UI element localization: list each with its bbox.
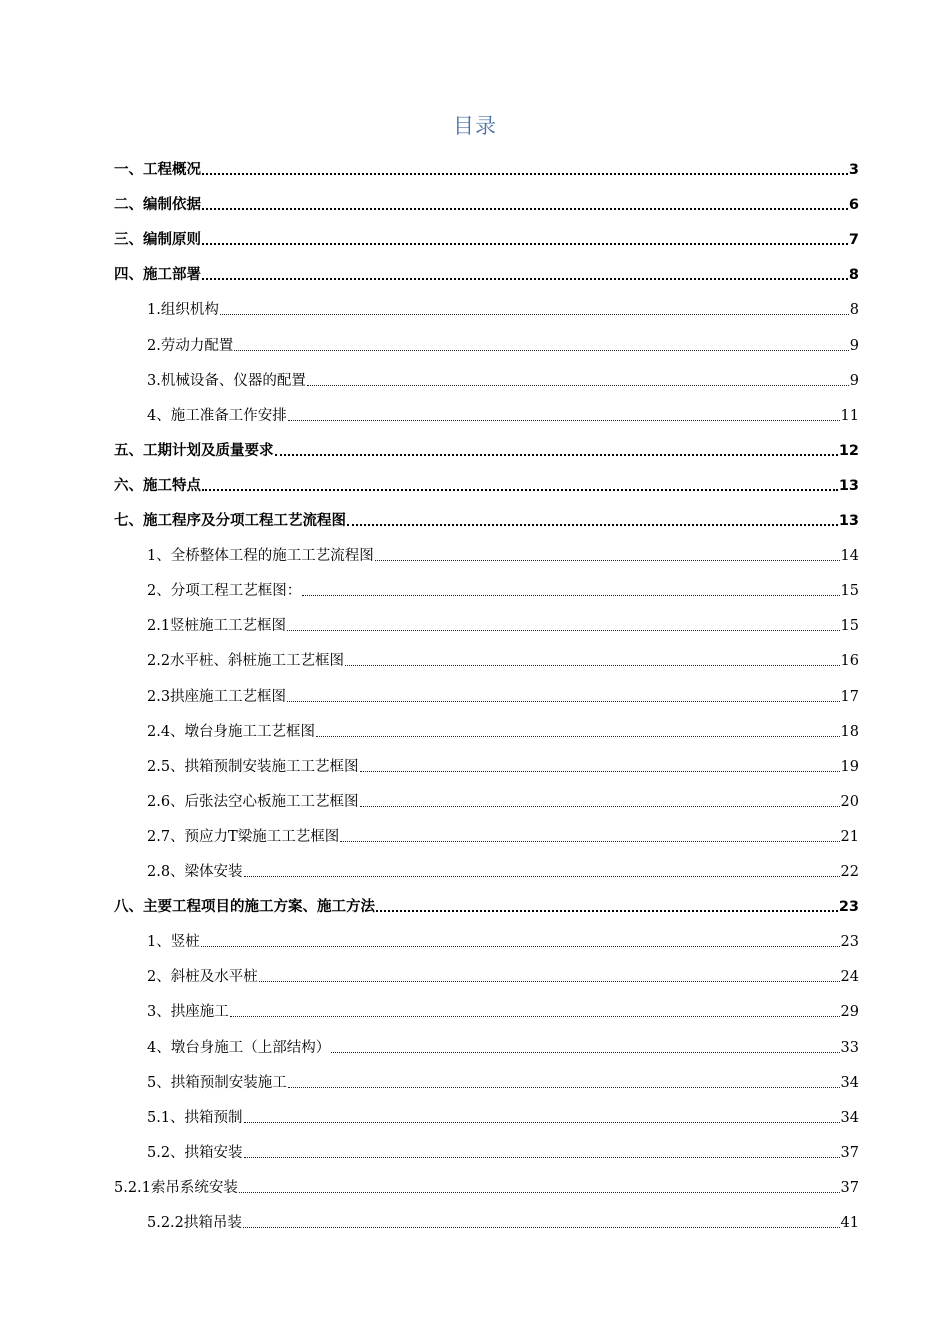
toc-entry-page-number: 14: [840, 548, 859, 565]
toc-entry-page-number: 22: [840, 864, 859, 880]
toc-entry-label: 1、竖桩: [147, 934, 200, 951]
toc-entry-label: 4、施工准备工作安排: [147, 407, 287, 424]
toc-entry[interactable]: [147, 1104, 859, 1128]
dot-leader: [347, 524, 838, 526]
toc-entry-label: 5.2.2拱箱吊装: [147, 1215, 242, 1231]
toc-entry-page-number: 33: [840, 1039, 859, 1056]
dot-leader: [202, 208, 848, 210]
dot-leader: [202, 489, 838, 491]
toc-entry-label: 八、主要工程项目的施工方案、施工方法: [114, 899, 375, 916]
toc-entry-label: 5.2.1索吊系统安装: [114, 1179, 238, 1196]
dot-leader: [244, 876, 840, 877]
dot-leader: [316, 736, 839, 737]
dot-leader: [230, 1016, 840, 1017]
toc-entry-label: 2.劳动力配置: [147, 337, 234, 354]
toc-entry-label: 5.2、拱箱安装: [147, 1144, 243, 1161]
dot-leader: [259, 981, 840, 982]
toc-entry-label: 2、斜桩及水平桩: [147, 969, 258, 986]
toc-entry[interactable]: [147, 647, 859, 671]
toc-entry-page-number: 9: [849, 372, 859, 389]
toc-entry-label: 四、施工部署: [114, 267, 201, 284]
toc-entry-page-number: 15: [840, 618, 859, 635]
dot-leader: [275, 454, 838, 456]
toc-entry[interactable]: [114, 191, 859, 215]
toc-entry[interactable]: [147, 367, 859, 391]
dot-leader: [244, 1122, 840, 1123]
dot-leader: [288, 420, 840, 421]
toc-entry-label: 七、施工程序及分项工程工艺流程图: [114, 513, 346, 529]
toc-entry-page-number: 12: [838, 442, 859, 459]
dot-leader: [287, 701, 839, 702]
toc-entry-page-number: 37: [840, 1144, 859, 1161]
dot-leader: [202, 243, 848, 245]
toc-entry[interactable]: [114, 156, 859, 180]
toc-entry[interactable]: [114, 893, 859, 917]
dot-leader: [376, 910, 838, 912]
toc-entry-label: 1、全桥整体工程的施工工艺流程图: [147, 548, 374, 565]
toc-entry-label: 5、拱箱预制安装施工: [147, 1074, 287, 1091]
toc-entry-label: 2.6、后张法空心板施工工艺框图: [147, 793, 359, 810]
toc-entry[interactable]: [114, 226, 859, 250]
toc-entry[interactable]: [147, 542, 859, 566]
toc-entry-page-number: 37: [840, 1179, 859, 1196]
toc-entry[interactable]: [147, 332, 859, 356]
dot-leader: [202, 278, 848, 280]
toc-entry[interactable]: [147, 683, 859, 707]
toc-entry-label: 4、墩台身施工（上部结构）: [147, 1039, 331, 1056]
toc-entry[interactable]: [147, 296, 859, 320]
toc-entry[interactable]: [114, 437, 859, 461]
toc-entry[interactable]: [147, 963, 859, 987]
toc-entry-label: 2.7、预应力T梁施工工艺框图: [147, 828, 340, 845]
toc-entry-page-number: 19: [840, 758, 859, 775]
toc-entry[interactable]: [147, 1069, 859, 1093]
dot-leader: [239, 1192, 840, 1193]
dot-leader: [288, 1087, 840, 1088]
dot-leader: [202, 173, 848, 175]
toc-entry[interactable]: [147, 858, 859, 882]
toc-entry[interactable]: [114, 1174, 859, 1198]
toc-entry-page-number: 8: [849, 302, 859, 319]
toc-entry-label: 2.2水平桩、斜桩施工工艺框图: [147, 653, 345, 670]
dot-leader: [243, 1227, 840, 1228]
toc-entry-label: 2.3拱座施工工艺框图: [147, 688, 287, 705]
toc-entry-label: 2.8、梁体安装: [147, 864, 243, 880]
toc-entry-label: 2.5、拱箱预制安装施工工艺框图: [147, 758, 359, 775]
toc-entry[interactable]: [147, 753, 859, 777]
toc-entry-page-number: 8: [848, 267, 859, 284]
toc-entry-page-number: 3: [848, 162, 859, 178]
toc-title: 目录: [453, 114, 497, 138]
toc-entry-page-number: 34: [840, 1109, 859, 1126]
toc-entry-label: 三、编制原则: [114, 232, 201, 249]
toc-entry-label: 1.组织机构: [147, 302, 219, 319]
toc-entry[interactable]: [147, 1209, 859, 1233]
toc-entry[interactable]: [114, 261, 859, 285]
toc-entry-label: 2.4、墩台身施工工艺框图: [147, 723, 316, 740]
dot-leader: [302, 595, 839, 596]
toc-entry-page-number: 6: [848, 197, 859, 214]
toc-entry-page-number: 24: [840, 969, 859, 986]
toc-entry[interactable]: [147, 928, 859, 952]
dot-leader: [234, 350, 848, 351]
toc-entry[interactable]: [147, 577, 859, 601]
toc-entry-label: 二、编制依据: [114, 197, 201, 214]
dot-leader: [375, 560, 840, 561]
toc-entry-page-number: 11: [840, 407, 859, 424]
toc-entry-page-number: 20: [840, 793, 859, 810]
toc-entry[interactable]: [114, 472, 859, 496]
toc-entry[interactable]: [147, 402, 859, 426]
dot-leader: [340, 841, 839, 842]
toc-entry[interactable]: [147, 998, 859, 1022]
toc-entry-label: 3.机械设备、仪器的配置: [147, 372, 306, 389]
toc-entry-page-number: 7: [848, 232, 859, 249]
toc-entry-page-number: 17: [840, 688, 859, 705]
dot-leader: [307, 385, 849, 386]
toc-entry[interactable]: [147, 823, 859, 847]
toc-entry-label: 3、拱座施工: [147, 1004, 229, 1021]
toc-entry[interactable]: [147, 718, 859, 742]
toc-entry-page-number: 29: [840, 1004, 859, 1021]
toc-entry-page-number: 16: [840, 653, 859, 670]
toc-entry[interactable]: [147, 788, 859, 812]
toc-entry[interactable]: [147, 1139, 859, 1163]
toc-entry[interactable]: [147, 1034, 859, 1058]
dot-leader: [287, 630, 839, 631]
toc-entry-page-number: 21: [840, 828, 859, 845]
toc-entry[interactable]: [147, 612, 859, 636]
dot-leader: [345, 665, 839, 666]
toc-entry-page-number: 13: [838, 477, 859, 494]
toc-entry-page-number: 18: [840, 723, 859, 740]
toc-entry-page-number: 23: [840, 934, 859, 951]
toc-entry-page-number: 34: [840, 1074, 859, 1091]
dot-leader: [201, 946, 840, 947]
toc-entry-page-number: 13: [838, 513, 859, 529]
toc-entry[interactable]: [114, 507, 859, 531]
dot-leader: [244, 1157, 840, 1158]
toc-entry-label: 一、工程概况: [114, 162, 201, 178]
toc-entry-label: 六、施工特点: [114, 477, 201, 494]
toc-entry-page-number: 23: [838, 899, 859, 916]
toc-entry-page-number: 9: [849, 337, 859, 354]
dot-leader: [360, 771, 840, 772]
toc-entry-page-number: 15: [840, 583, 859, 600]
toc-entry-label: 五、工期计划及质量要求: [114, 442, 274, 459]
dot-leader: [331, 1052, 839, 1053]
toc-entry-page-number: 41: [840, 1215, 859, 1231]
toc-entry-label: 2.1竖桩施工工艺框图: [147, 618, 287, 635]
dot-leader: [360, 806, 840, 807]
toc-entry-label: 5.1、拱箱预制: [147, 1109, 243, 1126]
toc-entry-label: 2、分项工程工艺框图：: [147, 583, 302, 600]
dot-leader: [220, 314, 849, 315]
